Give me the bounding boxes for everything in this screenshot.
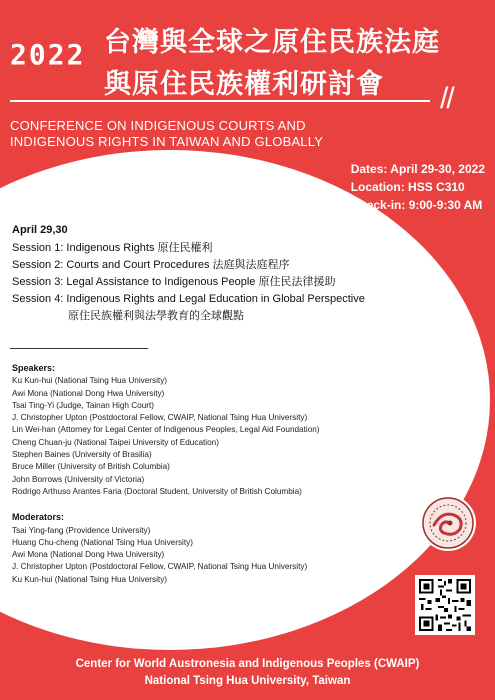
seal-graphic xyxy=(420,495,476,551)
event-year: 2022 xyxy=(10,38,86,71)
organizer-university: National Tsing Hua University, Taiwan xyxy=(144,675,351,687)
cwaip-seal-icon xyxy=(420,495,476,551)
moderator-item: J. Christopher Upton (Postdoctoral Fellow, CWAIP, National Tsing Hua University) xyxy=(12,562,308,572)
moderator-item: Tsai Ying-fang (Providence University) xyxy=(12,525,151,535)
header-divider xyxy=(10,100,430,102)
chinese-title xyxy=(104,22,484,106)
moderators-heading: Moderators: xyxy=(12,512,65,523)
qr-code-graphic xyxy=(415,575,475,635)
chinese-title-line-2: 與原住民族權利研討會 xyxy=(104,69,384,100)
moderator-item: Awi Mona (National Dong Hwa University) xyxy=(12,550,165,560)
moderator-item: Ku Kun-hui (National Tsing Hua University) xyxy=(12,574,168,584)
organizer-footer xyxy=(0,656,495,690)
slash-mark: // xyxy=(440,82,453,115)
speaker-item: Awi Mona (National Dong Hwa University) xyxy=(12,388,165,398)
speaker-item: Stephen Baines (University of Brasilia) xyxy=(12,450,152,460)
moderator-item: Huang Chu-cheng (National Tsing Hua University) xyxy=(12,537,193,547)
speaker-item: John Borrows (University of Victoria) xyxy=(12,474,145,484)
event-dates: Dates: April 29-30, 2022 xyxy=(350,162,485,176)
sessions-block xyxy=(12,222,482,325)
speaker-item: Tsai Ting-Yi (Judge, Tainan High Court) xyxy=(12,400,154,410)
participants-block xyxy=(12,362,382,586)
section-divider xyxy=(10,348,148,349)
speaker-item: Rodrigo Arthuso Arantes Faria (Doctoral Student, University of British Columbia) xyxy=(12,486,302,496)
speaker-item: Lin Wei-han (Attorney for Legal Center of Indigenous Peoples, Legal Aid Foundation) xyxy=(12,425,320,435)
sessions-date: April 29,30 xyxy=(12,224,68,236)
english-title-line-1: CONFERENCE ON INDIGENOUS COURTS AND xyxy=(10,118,306,133)
speaker-item: Cheng Chuan-ju (National Taipei University of Education) xyxy=(12,437,219,447)
speaker-item: Bruce Miller (University of British Columbia) xyxy=(12,462,170,472)
session-item: Session 3: Legal Assistance to Indigenous People 原住民法律援助 xyxy=(12,276,336,288)
speaker-item: Ku Kun-hui (National Tsing Hua University) xyxy=(12,376,168,386)
session-item-subtitle: 原住民族權利與法學教育的全球觀點 xyxy=(68,310,244,322)
qr-code-icon[interactable] xyxy=(415,575,475,635)
event-checkin: Check-in: 9:00-9:30 AM xyxy=(350,198,483,212)
organizer-center: Center for World Austronesia and Indigenous Peoples (CWAIP) xyxy=(75,658,420,670)
chinese-title-line-1: 台灣與全球之原住民族法庭 xyxy=(104,27,440,58)
session-item: Session 4: Indigenous Rights and Legal Education in Global Perspective xyxy=(12,293,365,305)
speaker-item: J. Christopher Upton (Postdoctoral Fellow, CWAIP, National Tsing Hua University) xyxy=(12,413,308,423)
english-title-line-2: INDIGENOUS RIGHTS IN TAIWAN AND GLOBALLY xyxy=(10,134,324,149)
event-details xyxy=(351,160,485,214)
session-item: Session 1: Indigenous Rights 原住民權利 xyxy=(12,242,213,254)
event-location: Location: HSS C310 xyxy=(350,180,465,194)
speakers-heading: Speakers: xyxy=(12,363,56,373)
session-item: Session 2: Courts and Court Procedures 法庭與法庭程序 xyxy=(12,259,290,271)
english-title xyxy=(10,118,390,150)
